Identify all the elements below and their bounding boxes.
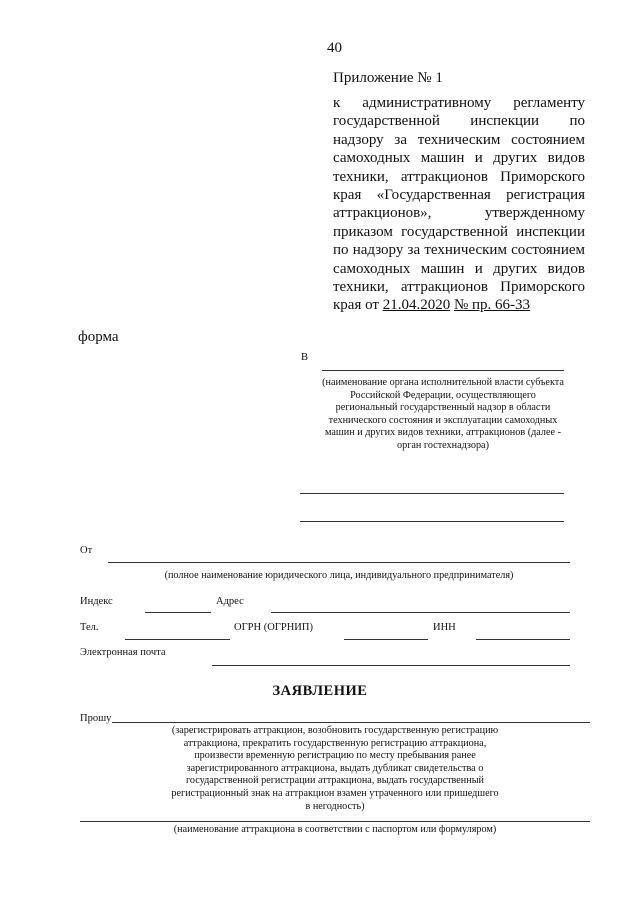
appendix-text-main: к административному регламенту государственной инспекции по надзору за техническим состоянием самоходных машин и других видов техники, аттракционов Приморского края «Государственная регистрация аттракционов», утвержденному приказом государственной инспекции по надзору за техническим состоянием самоходных машин и других видов техники, аттракционов Приморского края от [333, 95, 585, 314]
recipient-field[interactable] [322, 370, 564, 371]
page-number: 40 [327, 40, 342, 56]
appendix-title: Приложение № 1 [333, 70, 443, 86]
ogrn-field[interactable] [344, 639, 428, 640]
email-field[interactable] [212, 665, 570, 666]
address-field[interactable] [271, 612, 570, 613]
statement-title: ЗАЯВЛЕНИЕ [272, 683, 368, 699]
index-field[interactable] [145, 612, 211, 613]
appendix-text [333, 94, 585, 315]
recipient-prefix: В [301, 352, 309, 363]
request-hint: (зарегистрировать аттракцион, возобновить государственную регистрацию аттракциона, прекратить государственную регистрацию аттракциона, произвести временную регистрацию по месту пребывания ранее зарегистрированного аттракциона, выдать дубликат свидетельства о государственной регистрации аттракциона, выдать государственный регистрационный знак на аттракцион взамен утраченного или пришедшего в негодность) [171, 725, 499, 812]
sender-name-field[interactable] [108, 562, 570, 563]
appendix-number: № пр. 66-33 [453, 297, 531, 314]
address-label: Адрес [216, 596, 244, 607]
recipient-field-line-2[interactable] [300, 493, 564, 494]
index-label: Индекс [80, 596, 113, 607]
sender-prefix: От [80, 545, 93, 556]
inn-label: ИНН [433, 622, 456, 633]
request-field[interactable] [112, 722, 590, 723]
sender-hint: (полное наименование юридического лица, индивидуального предпринимателя) [164, 570, 514, 581]
ogrn-label: ОГРН (ОГРНИП) [234, 622, 313, 633]
form-label: форма [78, 329, 119, 345]
phone-field[interactable] [125, 639, 230, 640]
attraction-name-hint: (наименование аттракциона в соответствии с паспортом или формуляром) [173, 824, 497, 835]
phone-label: Тел. [80, 622, 99, 633]
recipient-field-line-3[interactable] [300, 521, 564, 522]
email-label: Электронная почта [80, 647, 166, 658]
appendix-date: 21.04.2020 [382, 297, 451, 314]
attraction-name-field[interactable] [80, 821, 590, 822]
inn-field[interactable] [476, 639, 570, 640]
recipient-hint: (наименование органа исполнительной власти субъекта Российской Федерации, осуществляющего региональный государственный надзор в области технического состояния и эксплуатации самоходных машин и других видов техники, аттракционов (далее - орган гостехнадзора) [322, 377, 564, 451]
request-label: Прошу [80, 713, 112, 724]
